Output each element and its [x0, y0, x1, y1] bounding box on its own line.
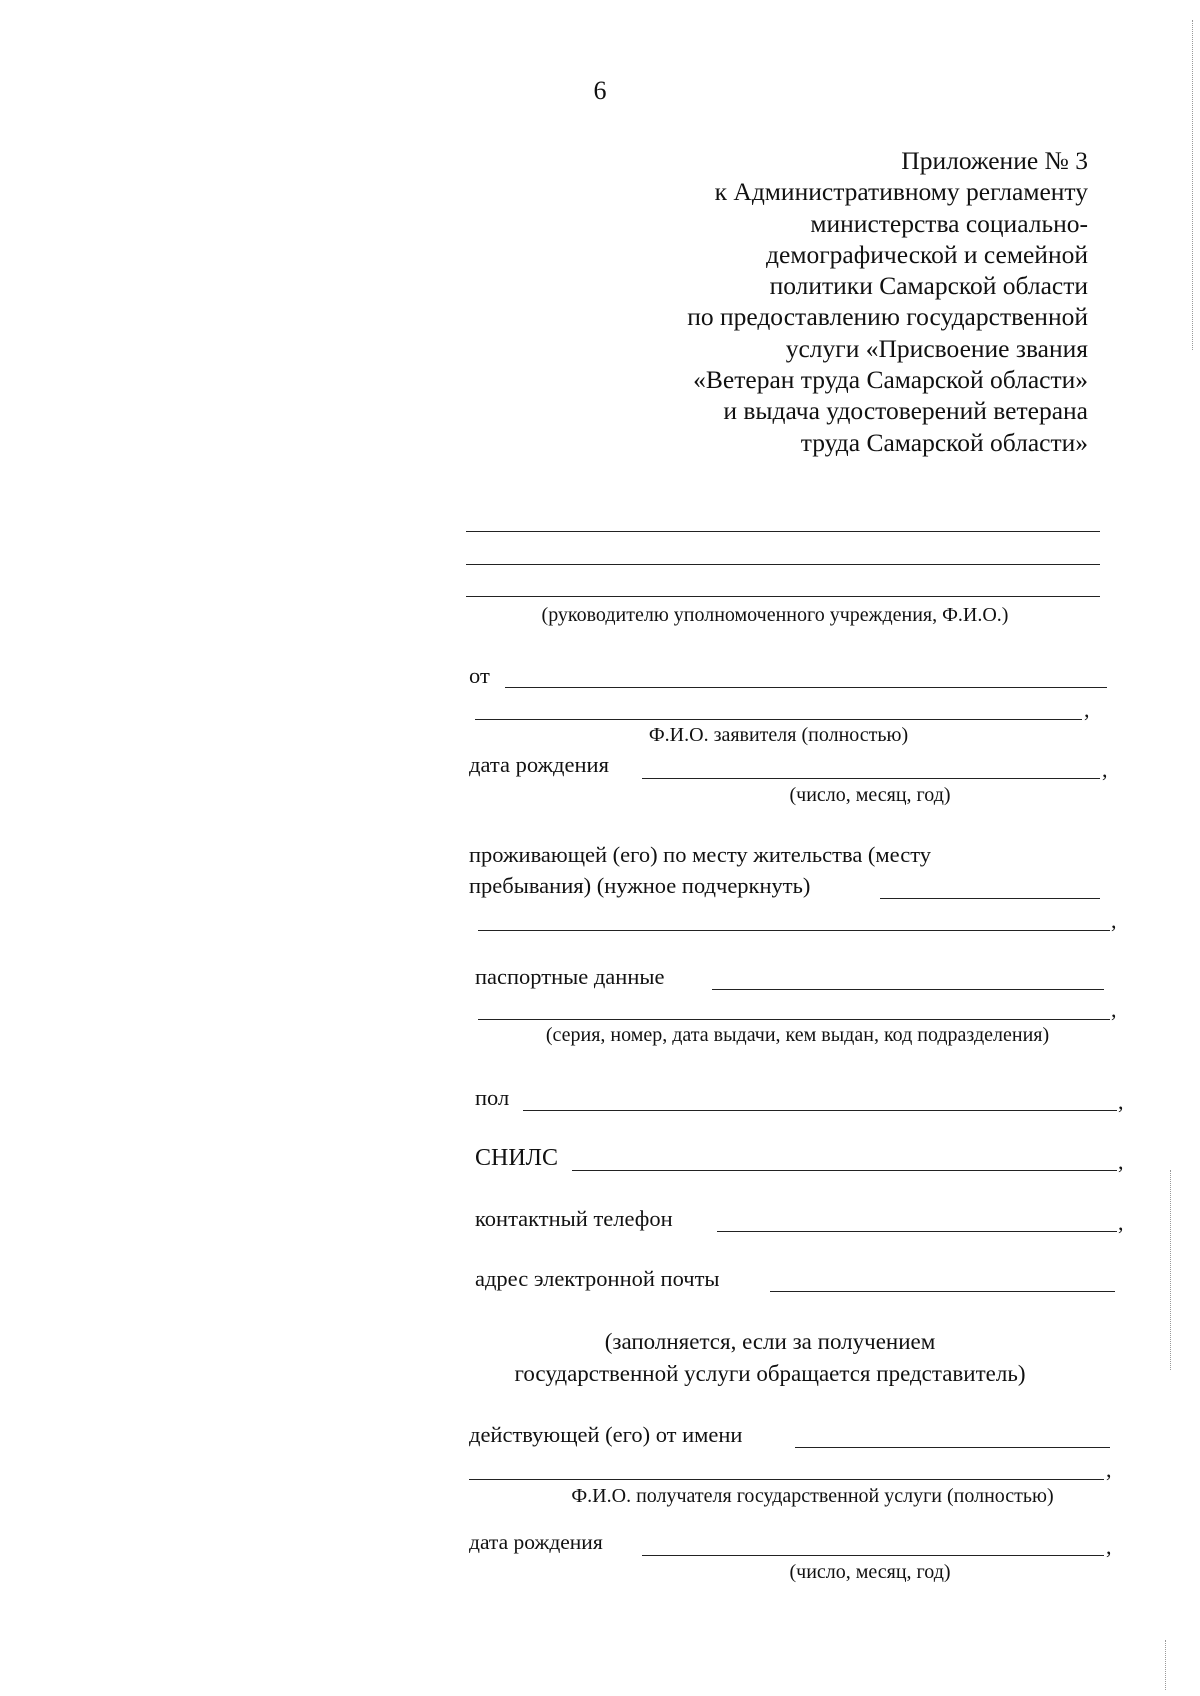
- residence-line-2[interactable]: [478, 930, 1110, 931]
- representative-note-line: (заполняется, если за получением: [604, 1329, 936, 1354]
- comma: ,: [1118, 1210, 1124, 1235]
- gender-line[interactable]: [523, 1110, 1117, 1111]
- recipient-line-3[interactable]: [466, 596, 1100, 597]
- page-number: 6: [593, 76, 607, 105]
- acting-on-behalf-label: действующей (его) от имени: [469, 1422, 743, 1447]
- email-label: адрес электронной почты: [475, 1266, 720, 1291]
- residence-line-1[interactable]: [880, 898, 1100, 899]
- scan-edge-mark: [1165, 1640, 1166, 1690]
- scan-edge-mark: [1192, 20, 1193, 350]
- header-line: труда Самарской области»: [800, 427, 1088, 457]
- phone-label: контактный телефон: [475, 1206, 673, 1231]
- scan-edge-mark: [1170, 1170, 1171, 1370]
- recipient-name-caption: Ф.И.О. получателя государственной услуги (полностью): [571, 1485, 1054, 1507]
- comma: ,: [1106, 1457, 1112, 1482]
- comma: ,: [1084, 697, 1090, 722]
- header-line: «Ветеран труда Самарской области»: [693, 365, 1088, 395]
- gender-label: пол: [475, 1085, 510, 1110]
- header-line: политики Самарской области: [769, 271, 1088, 301]
- recipient-line-1[interactable]: [466, 531, 1100, 532]
- recipient-caption: (руководителю уполномоченного учреждения, Ф.И.О.): [541, 604, 1009, 626]
- birth-date-line[interactable]: [642, 778, 1100, 779]
- acting-on-behalf-line[interactable]: [795, 1447, 1110, 1448]
- passport-line-1[interactable]: [712, 989, 1104, 990]
- passport-label: паспортные данные: [475, 964, 665, 989]
- passport-line-2[interactable]: [478, 1019, 1110, 1020]
- recipient-birth-date-label: дата рождения: [469, 1530, 603, 1554]
- residence-label-line2: пребывания) (нужное подчеркнуть): [469, 873, 811, 898]
- from-label: от: [469, 663, 490, 688]
- snils-line[interactable]: [572, 1170, 1117, 1171]
- header-line: демографической и семейной: [766, 239, 1088, 269]
- appendix-header: [687, 145, 1088, 458]
- from-line[interactable]: [505, 687, 1107, 688]
- recipient-birth-date-line[interactable]: [642, 1555, 1104, 1556]
- recipient-line-2[interactable]: [466, 564, 1100, 565]
- phone-line[interactable]: [717, 1231, 1117, 1232]
- comma: ,: [1106, 1534, 1112, 1559]
- representative-note: [440, 1326, 1100, 1390]
- comma: ,: [1118, 1149, 1124, 1174]
- header-line: услуги «Присвоение звания: [785, 333, 1088, 363]
- email-line[interactable]: [770, 1291, 1115, 1292]
- comma: ,: [1111, 997, 1117, 1022]
- comma: ,: [1118, 1089, 1124, 1114]
- recipient-birth-date-caption: (число, месяц, год): [789, 1561, 951, 1583]
- header-line: министерства социально-: [810, 208, 1088, 238]
- header-line: Приложение № 3: [901, 146, 1088, 175]
- comma: ,: [1111, 908, 1117, 933]
- recipient-name-line[interactable]: [469, 1479, 1104, 1480]
- header-line: и выдача удостоверений ветерана: [723, 396, 1088, 426]
- header-line: к Административному регламенту: [714, 177, 1088, 207]
- applicant-name-caption: Ф.И.О. заявителя (полностью): [648, 724, 909, 746]
- birth-date-label: дата рождения: [469, 752, 609, 777]
- representative-note-line: государственной услуги обращается представитель): [514, 1361, 1026, 1386]
- residence-label-line1: проживающей (его) по месту жительства (месту: [469, 842, 931, 867]
- passport-caption: (серия, номер, дата выдачи, кем выдан, код подразделения): [545, 1024, 1050, 1046]
- snils-label: СНИЛС: [475, 1145, 558, 1171]
- birth-date-caption: (число, месяц, год): [789, 784, 951, 806]
- header-line: по предоставлению государственной: [687, 302, 1088, 332]
- applicant-name-line[interactable]: [475, 719, 1082, 720]
- comma: ,: [1102, 757, 1108, 782]
